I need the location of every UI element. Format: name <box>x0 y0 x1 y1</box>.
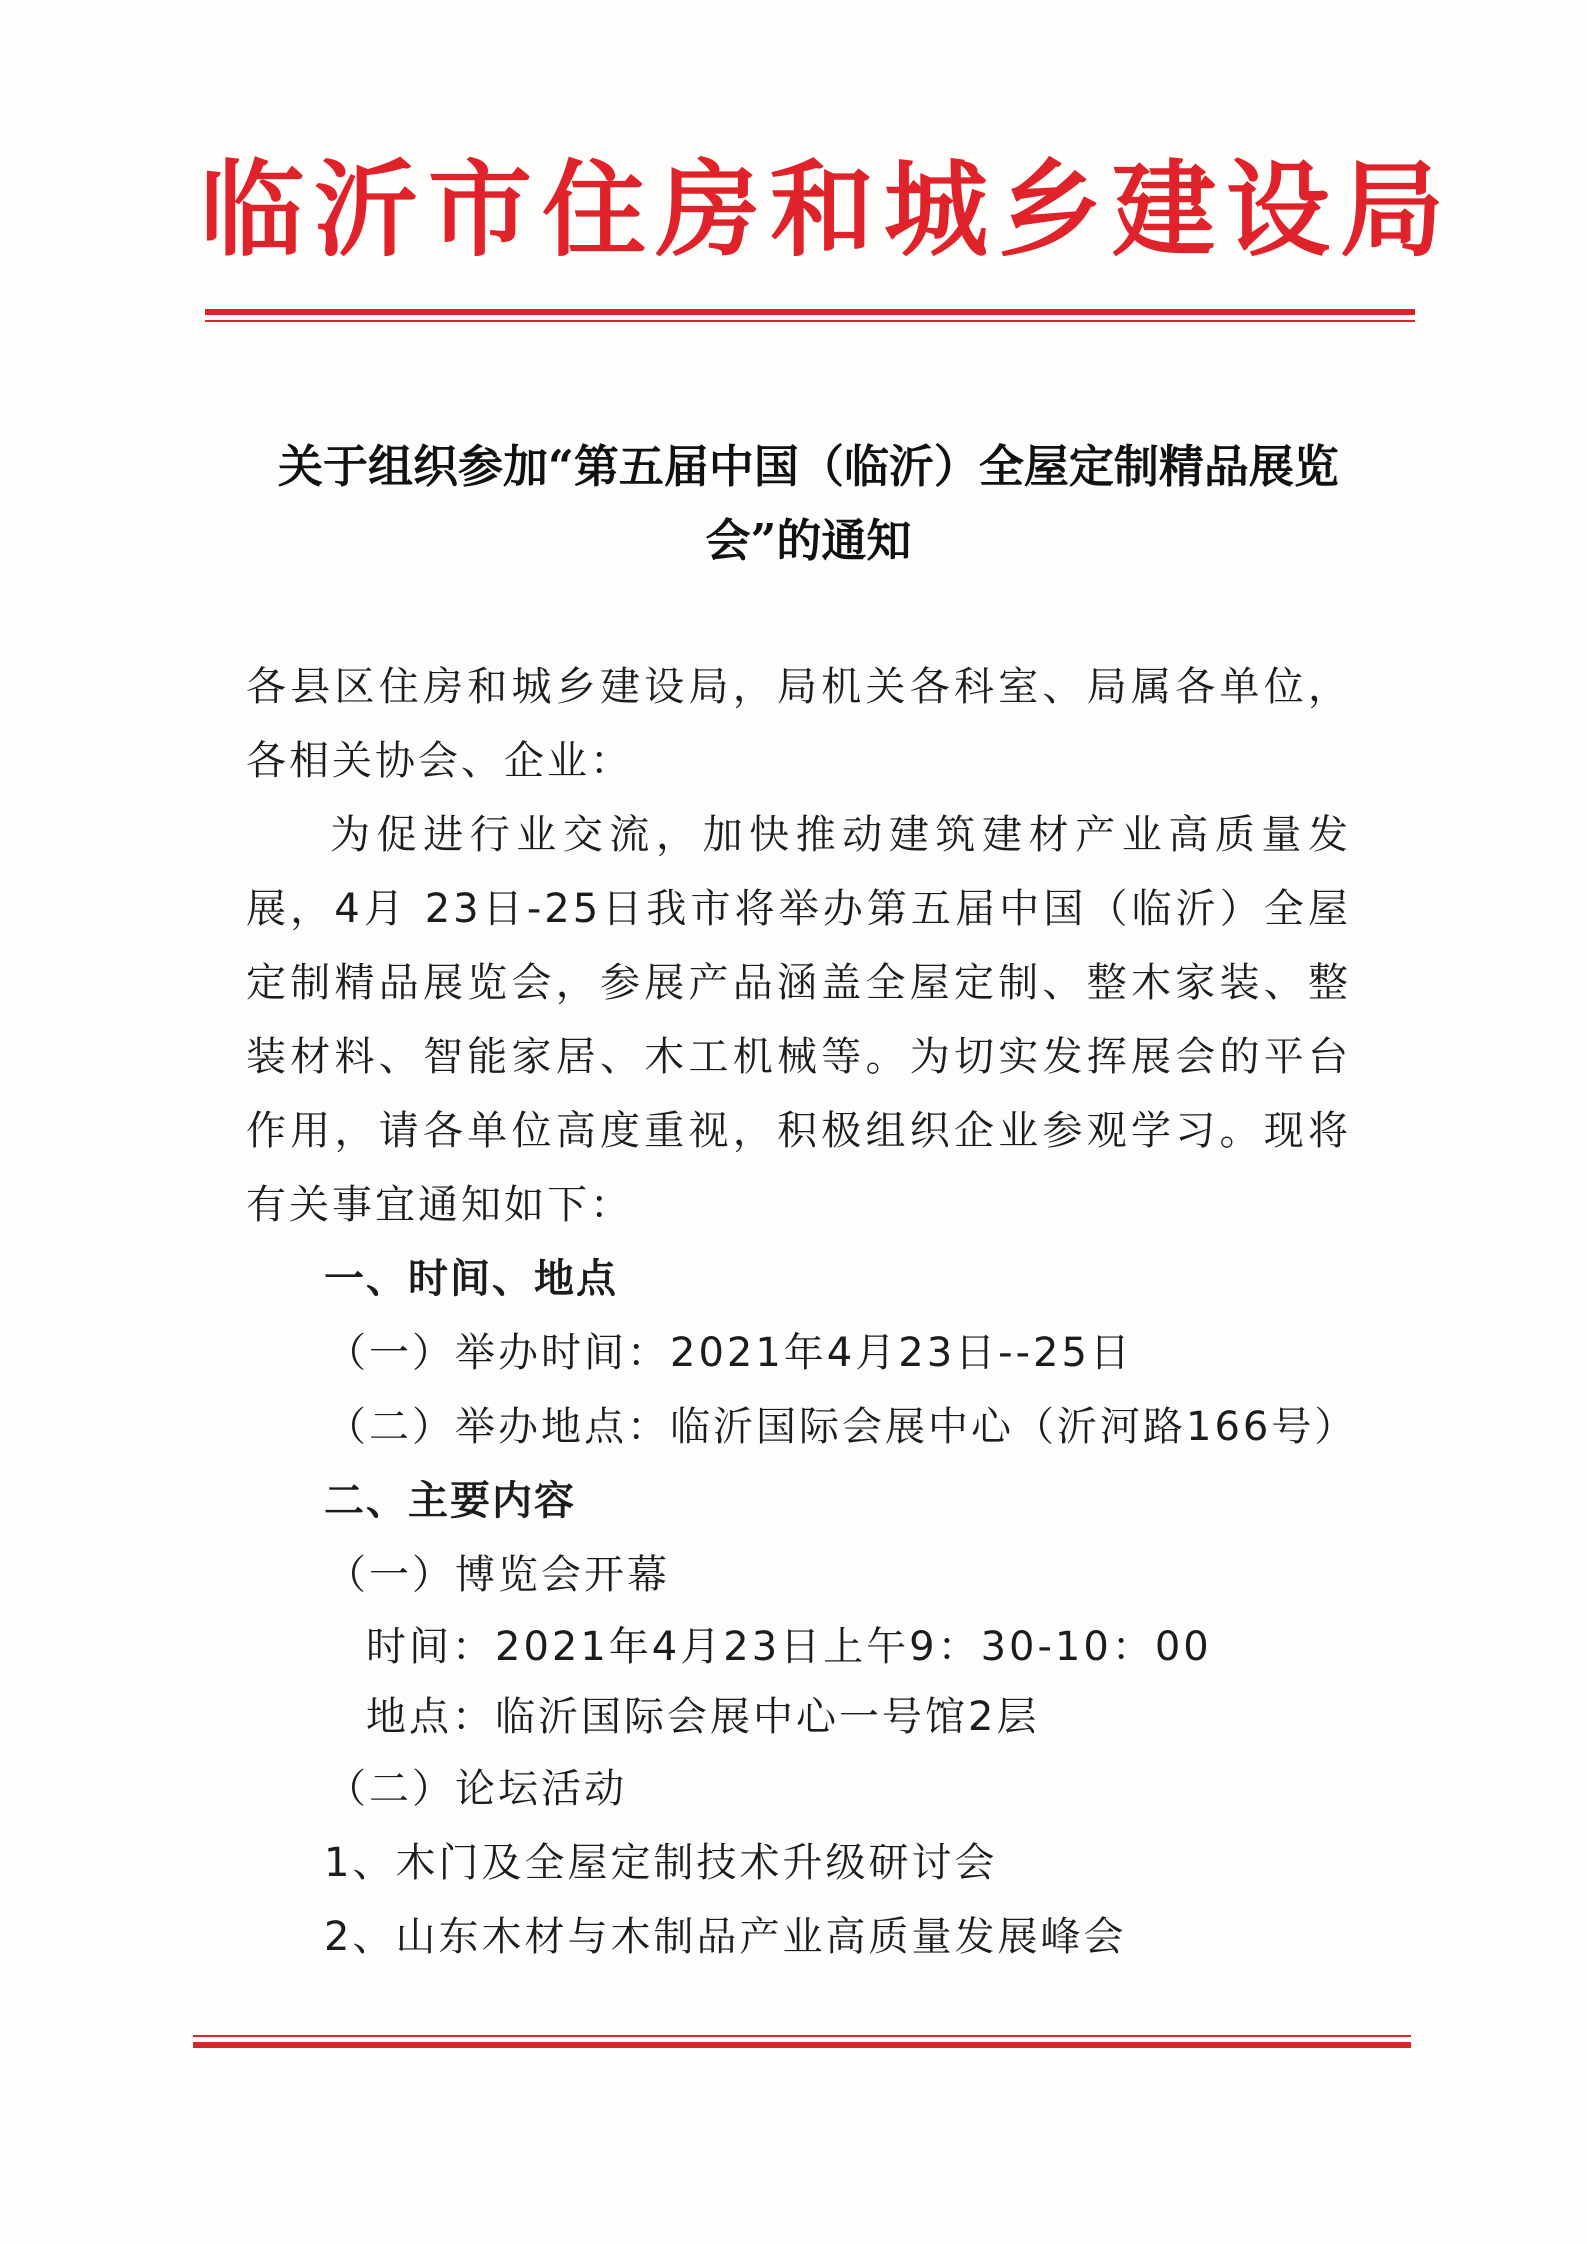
divider-thick-line <box>205 309 1415 315</box>
document-body <box>246 650 1358 1974</box>
forum-item: 1、木门及全屋定制技术升级研讨会 <box>324 1840 998 1886</box>
opening-heading: （一）博览会开幕 <box>326 1552 670 1598</box>
footer-divider <box>193 2035 1411 2048</box>
addressee: 各县区住房和城乡建设局，局机关各科室、局属各单位，各相关协会、企业： <box>246 664 1351 784</box>
opening-place: 地点：临沂国际会展中心一号馆2层 <box>366 1694 1040 1740</box>
section-heading-content: 二、主要内容 <box>324 1477 576 1524</box>
forum-heading: （二）论坛活动 <box>326 1766 627 1812</box>
intro-paragraph: 为促进行业交流，加快推动建筑建材产业高质量发展，4月 23日-25日我市将举办第五届中国（临沂）全屋定制精品展览会，参展产品涵盖全屋定制、整木家装、整装材料、智能家居、木工机械等。为切实发挥展会的平台作用，请各单位高度重视，积极组织企业参观学习。现将有关事宜通知如下： <box>246 812 1351 1228</box>
section-heading-time-place: 一、时间、地点 <box>324 1255 618 1302</box>
divider-thin-line <box>193 2035 1411 2037</box>
document-title: 关于组织参加“第五届中国（临沂）全屋定制精品展览会”的通知 <box>278 440 1339 567</box>
letterhead-divider <box>205 309 1415 322</box>
opening-time: 时间：2021年4月23日上午9：30-10：00 <box>366 1624 1212 1670</box>
forum-item: 2、山东木材与木制品产业高质量发展峰会 <box>324 1914 1127 1960</box>
divider-thin-line <box>205 320 1415 322</box>
event-place: （二）举办地点：临沂国际会展中心（沂河路166号） <box>326 1404 1358 1450</box>
event-time: （一）举办时间：2021年4月23日--25日 <box>326 1330 1133 1376</box>
divider-thick-line <box>193 2042 1411 2048</box>
letterhead-title: 临沂市住房和城乡建设局 <box>200 148 1455 271</box>
